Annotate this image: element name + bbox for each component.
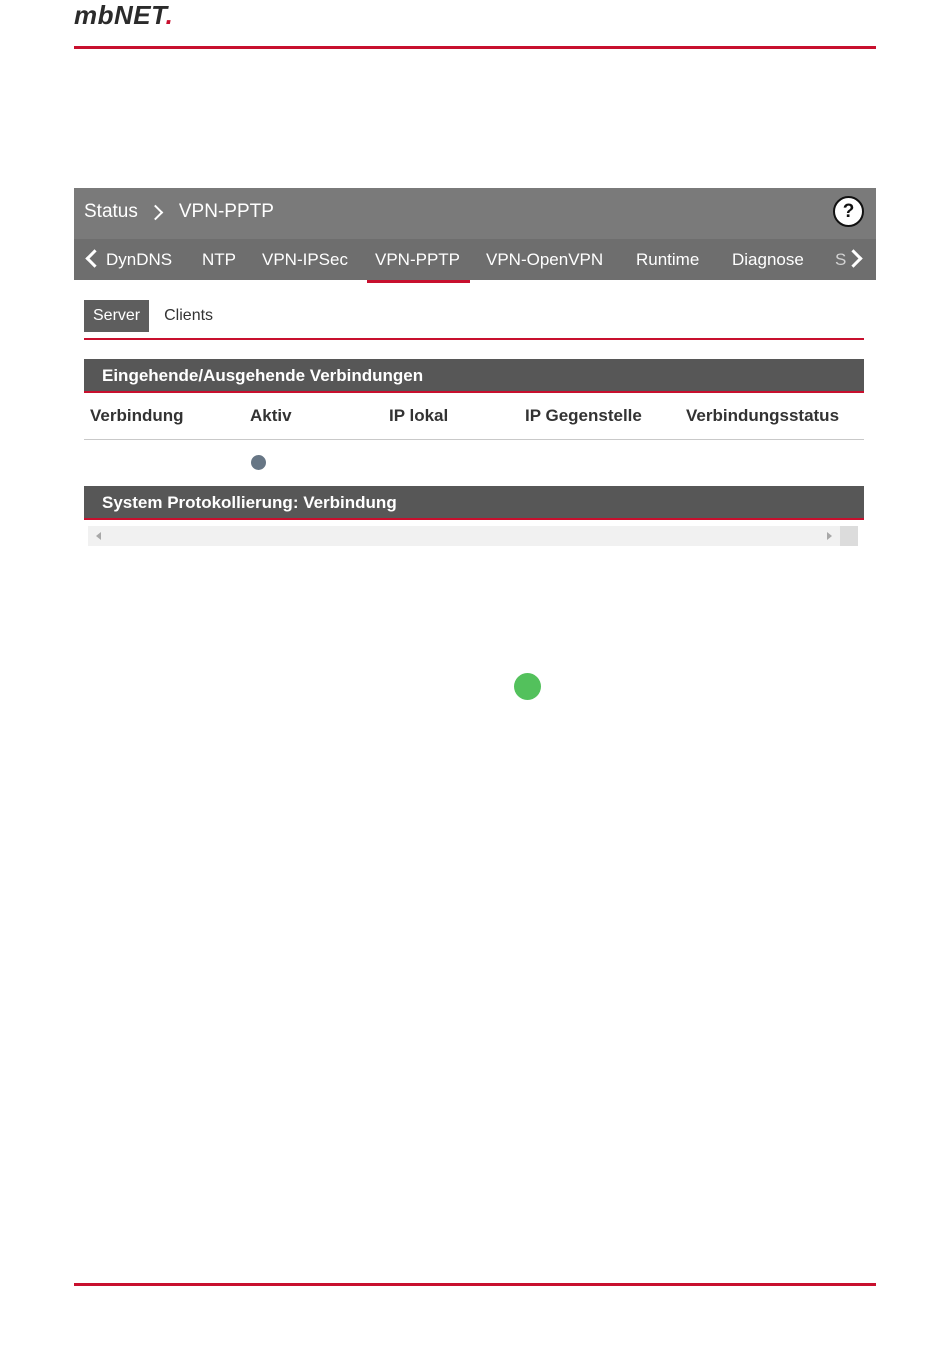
chevron-left-icon[interactable] (85, 249, 103, 267)
tab-vpn-pptp[interactable]: VPN-PPTP (375, 250, 461, 269)
subtab-server[interactable]: Server (84, 300, 149, 332)
subtab-divider (84, 338, 864, 340)
tab-runtime[interactable]: Runtime (636, 250, 700, 269)
bottom-divider (74, 1283, 876, 1286)
horizontal-scrollbar[interactable] (88, 526, 858, 546)
scroll-right-icon[interactable] (827, 532, 832, 540)
top-divider (74, 46, 876, 49)
log-section-header (84, 486, 864, 520)
scrollbar-corner (840, 526, 858, 546)
table-header-divider (84, 439, 864, 440)
tab-truncated[interactable]: S (835, 250, 847, 269)
column-header-aktiv: Aktiv (250, 406, 292, 425)
breadcrumb (84, 200, 274, 224)
mbnet-logo: mbNET. (74, 0, 174, 30)
breadcrumb-current: VPN-PPTP (178, 201, 274, 222)
chevron-right-icon (148, 204, 164, 220)
aktiv-status-indicator (251, 455, 266, 470)
log-title: System Protokollierung: Verbindung (102, 493, 397, 512)
tab-vpn-ipsec[interactable]: VPN-IPSec (262, 250, 348, 269)
column-header-verbindung: Verbindung (90, 406, 184, 425)
subtab-clients[interactable]: Clients (164, 307, 214, 324)
tab-vpn-openvpn[interactable]: VPN-OpenVPN (486, 250, 604, 269)
subtab-bar (84, 300, 222, 332)
chevron-right-icon[interactable] (844, 249, 862, 267)
tab-bar (74, 239, 876, 280)
help-icon[interactable]: ? (833, 196, 864, 227)
scroll-left-icon[interactable] (96, 532, 101, 540)
tab-dyndns[interactable]: DynDNS (106, 250, 173, 269)
connections-title: Eingehende/Ausgehende Verbindungen (102, 366, 424, 385)
status-header (74, 188, 876, 280)
tab-diagnose[interactable]: Diagnose (732, 250, 804, 269)
column-header-verbindungsstatus: Verbindungsstatus (686, 406, 840, 425)
breadcrumb-root[interactable]: Status (84, 201, 138, 222)
tab-ntp[interactable]: NTP (202, 250, 236, 269)
column-header-ip-lokal: IP lokal (389, 406, 449, 425)
column-header-ip-gegenstelle: IP Gegenstelle (525, 406, 642, 425)
status-indicator-dot (514, 673, 541, 700)
connections-section-header (84, 359, 864, 393)
